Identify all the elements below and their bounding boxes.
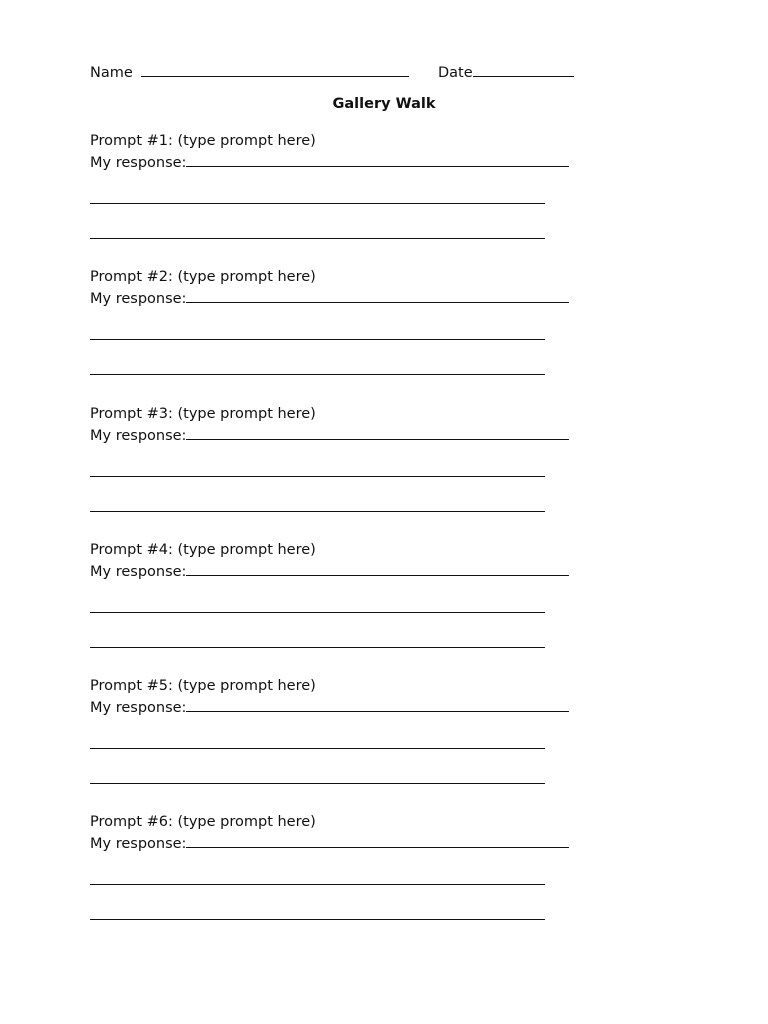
- response-line-3[interactable]: [90, 783, 545, 784]
- prompt-label: Prompt #2: (type prompt here): [90, 269, 316, 285]
- response-label: My response:: [90, 564, 187, 580]
- prompt-label: Prompt #1: (type prompt here): [90, 133, 316, 149]
- response-label: My response:: [90, 291, 187, 307]
- response-label: My response:: [90, 700, 187, 716]
- response-line-3[interactable]: [90, 919, 545, 920]
- name-label: Name: [90, 65, 133, 81]
- prompt-label: Prompt #6: (type prompt here): [90, 814, 316, 830]
- response-label: My response:: [90, 836, 187, 852]
- date-group: [438, 62, 574, 81]
- response-line-3[interactable]: [90, 647, 545, 648]
- prompt-label: Prompt #4: (type prompt here): [90, 542, 316, 558]
- response-line-1[interactable]: [186, 288, 569, 303]
- date-label: Date: [438, 65, 473, 81]
- response-line-1[interactable]: [186, 697, 569, 712]
- response-row: [90, 561, 569, 580]
- response-line-1[interactable]: [186, 561, 569, 576]
- response-line-2[interactable]: [90, 203, 545, 204]
- response-row: [90, 288, 569, 307]
- header-row: [90, 62, 574, 81]
- response-line-2[interactable]: [90, 612, 545, 613]
- response-line-3[interactable]: [90, 238, 545, 239]
- response-line-1[interactable]: [186, 152, 569, 167]
- response-line-2[interactable]: [90, 884, 545, 885]
- response-line-3[interactable]: [90, 511, 545, 512]
- response-row: [90, 425, 569, 444]
- response-line-1[interactable]: [186, 425, 569, 440]
- response-row: [90, 152, 569, 171]
- response-label: My response:: [90, 155, 187, 171]
- name-blank[interactable]: [141, 62, 409, 77]
- response-line-2[interactable]: [90, 339, 545, 340]
- prompt-label: Prompt #3: (type prompt here): [90, 406, 316, 422]
- response-row: [90, 697, 569, 716]
- response-line-2[interactable]: [90, 748, 545, 749]
- response-line-1[interactable]: [186, 833, 569, 848]
- response-label: My response:: [90, 428, 187, 444]
- prompt-label: Prompt #5: (type prompt here): [90, 678, 316, 694]
- date-blank[interactable]: [473, 62, 574, 77]
- response-row: [90, 833, 569, 852]
- response-line-2[interactable]: [90, 476, 545, 477]
- page-title: Gallery Walk: [332, 96, 436, 112]
- response-line-3[interactable]: [90, 374, 545, 375]
